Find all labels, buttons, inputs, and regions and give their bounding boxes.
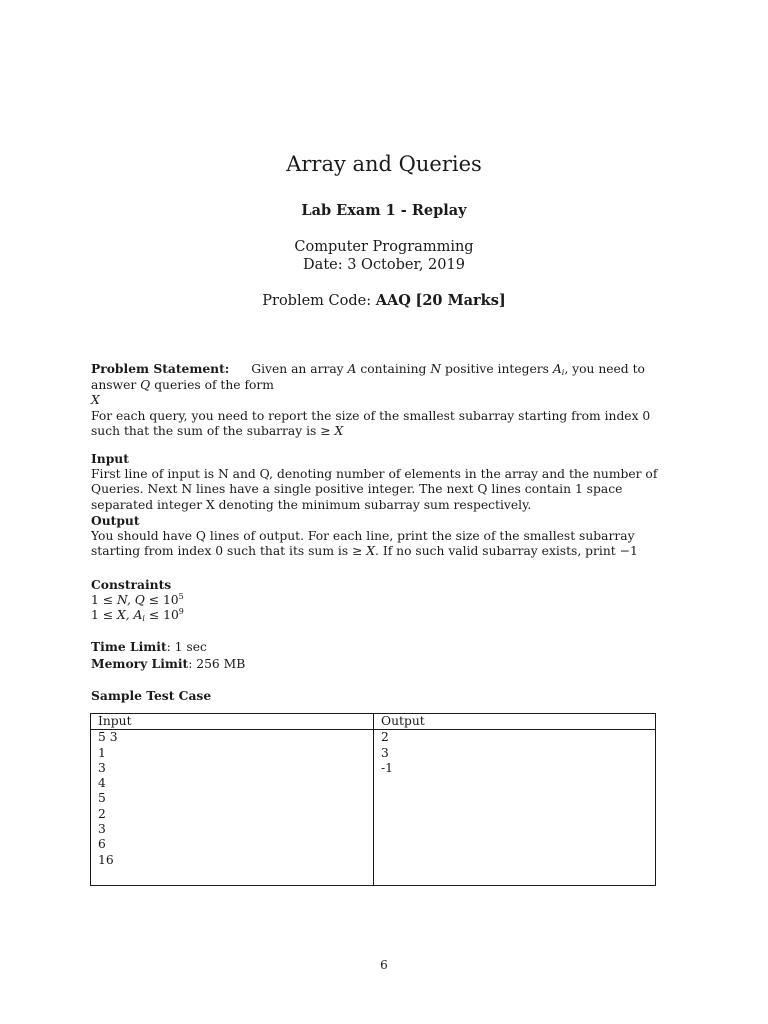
constraints-section bbox=[91, 577, 681, 624]
sample-output-line: 3 bbox=[381, 745, 389, 760]
document-subtitle: Lab Exam 1 - Replay bbox=[301, 202, 467, 219]
sample-output-header: Output bbox=[374, 714, 656, 730]
sample-output-line: 2 bbox=[381, 730, 389, 745]
sample-input-line: 6 bbox=[98, 837, 106, 852]
memory-limit: Memory Limit: 256 MB bbox=[91, 655, 246, 671]
document-title: Array and Queries bbox=[286, 152, 482, 176]
output-heading: Output bbox=[91, 513, 140, 528]
sample-input-header: Input bbox=[91, 714, 374, 730]
constraint-2: 1 ≤ X, $A_i \le 10^9$ bbox=[91, 607, 184, 623]
sample-input-line: 16 bbox=[98, 852, 114, 867]
page-number: 6 bbox=[380, 958, 388, 972]
sample-output-line: -1 bbox=[381, 760, 393, 775]
sample-test-table bbox=[90, 713, 656, 886]
problem-code-value: AAQ bbox=[375, 292, 411, 309]
io-section bbox=[91, 451, 681, 560]
constraint-1: 1 ≤ N, $Q \le 10^5$ bbox=[91, 591, 184, 607]
time-limit: Time Limit: 1 sec bbox=[91, 639, 207, 654]
problem-marks: [20 Marks] bbox=[415, 292, 506, 309]
query-form: X bbox=[91, 393, 100, 407]
sample-input-line: 1 bbox=[98, 745, 106, 760]
sample-input-line: 5 3 bbox=[98, 730, 118, 745]
input-heading: Input bbox=[91, 451, 129, 466]
input-description: First line of input is N and Q, denoting number of elements in the array and the number of Queries. Next N lines have a single positive integer. The next Q lines contain 1 space separated integer X denoting the minimum subarray sum respectively. bbox=[91, 466, 658, 512]
sample-output-cell bbox=[374, 730, 656, 886]
sample-input-line: 5 bbox=[98, 791, 106, 806]
sample-input-line: 2 bbox=[98, 806, 106, 821]
sample-input-line: 3 bbox=[98, 822, 106, 837]
limits-section bbox=[91, 639, 681, 672]
sample-input-line: 3 bbox=[98, 760, 106, 775]
course-info bbox=[0, 238, 768, 274]
query-description: For each query, you need to report the size of the smallest subarray starting from index 0 such that the sum of the subarray is ≥ X bbox=[91, 408, 651, 438]
problem-statement: Problem Statement: Given an array A containing N positive integers $A_i$, you need to answer Q queries of the form X For each query, you need to report the size of the smallest subarray starting from index 0 such that the sum of the subarray is ≥ X bbox=[91, 361, 681, 440]
problem-code-label: Problem Code: bbox=[262, 293, 372, 309]
problem-statement-label: Problem Statement: bbox=[91, 361, 230, 376]
output-description: You should have Q lines of output. For each line, print the size of the smallest subarray starting from index 0 such that its sum is ≥ X. If no such valid subarray exists, print −1 bbox=[91, 528, 638, 558]
constraints-heading: Constraints bbox=[91, 577, 172, 592]
course-name: Computer Programming bbox=[294, 239, 474, 255]
sample-input-line: 4 bbox=[98, 776, 106, 791]
sample-input-cell bbox=[91, 730, 374, 886]
sample-heading: Sample Test Case bbox=[91, 688, 212, 703]
exam-date: Date: 3 October, 2019 bbox=[303, 257, 465, 273]
problem-code bbox=[0, 292, 768, 309]
